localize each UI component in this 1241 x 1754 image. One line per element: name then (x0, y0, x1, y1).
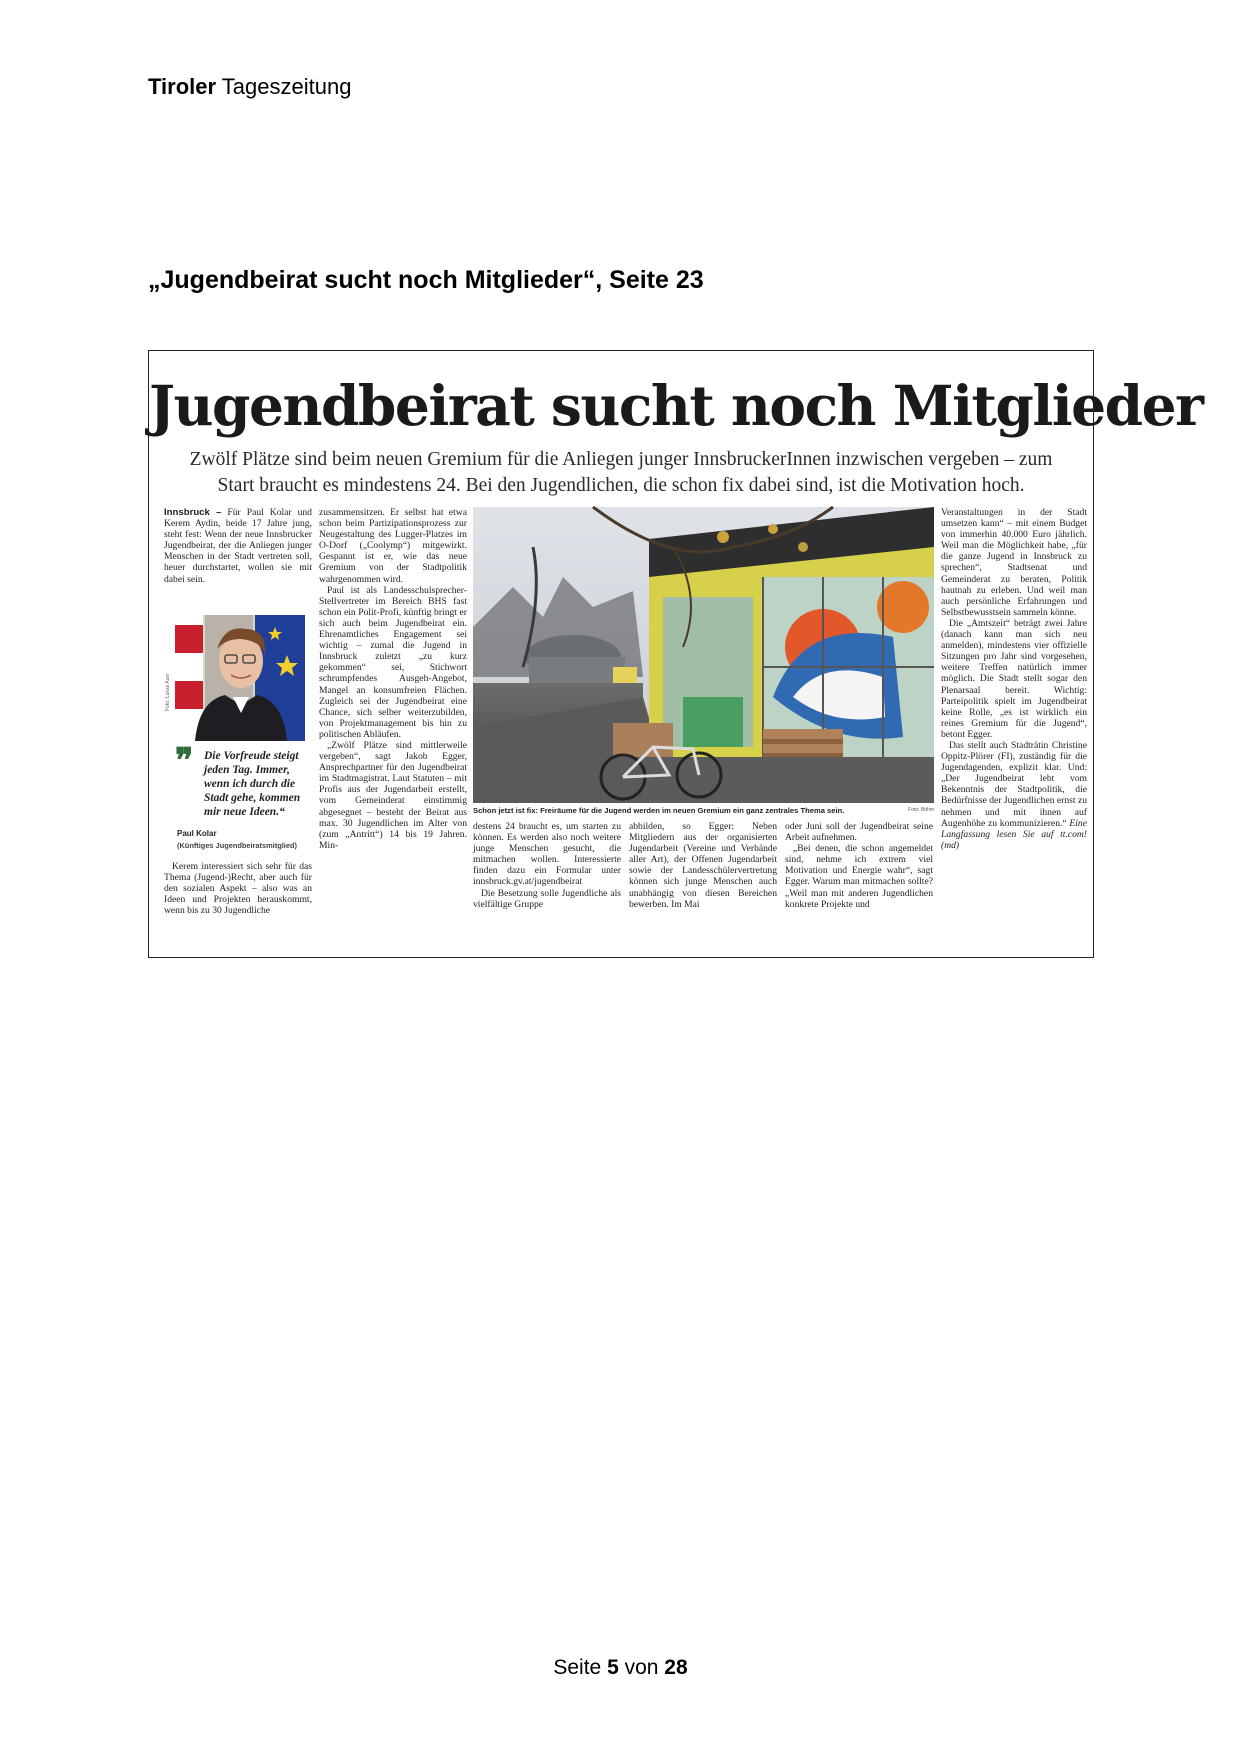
col2-paragraph-2: Paul ist als Landesschulsprecher-Stellvertreter im Bereich BHS fast schon ein Polit-Profi, künftig bringt er sich auch beim Jugendbeirat ein. Ehrenamtliches Engagement sei wichtig – zumal die Jugend in Innsbruck zuletzt „zu kurz gekommen“ sei, Stichwort schrumpfendes Ausgeh-Angebot, Mangel an konsumfreien Flächen. Zugleich sei der Jugendbeirat eine Chance, sich selber weiterzubilden, von Projektmanagement bis hin zu politischen Abläufen. (319, 584, 467, 740)
col3-paragraph-2: Die Besetzung solle Jugendliche als vielfältige Gruppe (473, 887, 621, 910)
quote-icon: ❞ (175, 741, 194, 781)
col5-paragraph-2: „Bei denen, die schon angemeldet sind, nehme ich extrem viel Motivation und Energie wahr“, sagt Egger. Warum man mitmachen sollte? „Weil man mit anderen Jugendlichen konkrete Projekte und (785, 843, 933, 910)
page-current: 5 (607, 1656, 619, 1679)
portrait-image (175, 615, 305, 741)
column-2 (319, 507, 467, 953)
street-photo-image (473, 507, 934, 803)
column-1-bottom (164, 861, 312, 951)
photo-credit: Foto: Böhm (908, 807, 934, 813)
col2-paragraph-3: „Zwölf Plätze sind mittlerweile vergeben“, sagt Jakob Egger, Ansprechpartner für den Jugendbeirat im Stadtmagistrat. Laut Statuten – mit Profis aus der Jugendarbeit erstellt, vom Gemeinderat einstimmig abgesegnet – besteht der Beirat aus max. 30 Jugendlichen im Alter von (zum „Antritt“) 14 bis 19 Jahren. Min- (319, 739, 467, 851)
col4-paragraph-1: abbilden, so Egger: Neben Mitgliedern aus der organisierten Jugendarbeit (Vereine und Verbände aller Art), der Offenen Jugendarbeit sowie der Landesschülervertretung können sich junge Menschen auch unabhängig von diesen Bereichen bewerben. Im Mai (629, 821, 777, 910)
article-subheadline: Zwölf Plätze sind beim neuen Gremium für die Anliegen junger InnsbruckerInnen inzwischen vergeben – zum Start braucht es mindestens 24. Bei den Jugendlichen, die schon fix dabei sind, ist die Motivation hoch. (189, 449, 1053, 496)
column-1-intro (164, 507, 312, 611)
intro-text: Für Paul Kolar und Kerem Aydin, beide 17 Jahre jung, steht fest: Wenn der neue Innsbrucker Jugendbeirat, der die Anliegen junger Menschen in der Stadt vertreten soll, heuer durchstartet, wollen sie mit dabei sein. (164, 507, 312, 585)
photo-caption-text: Schon jetzt ist fix: Freiräume für die Jugend werden im neuen Gremium ein ganz zentrales Thema sein. (473, 806, 845, 815)
page-number (0, 1656, 1241, 1680)
col6-paragraph-2: Die „Amtszeit“ beträgt zwei Jahre (danach kann man sich neu anmelden), mindestens vier offizielle Sitzungen pro Jahr sind vorgesehen, weitere Treffen natürlich immer möglich. Die Stadt stellt sogar den Plenarsaal bereit. Wichtig: Parteipolitik spielt im Jugendbeirat keine Rolle, „es ist wirklich ein reines Gremium für die Jugend“, betont Egger. (941, 617, 1087, 740)
col6-ending: Eine Langfassung lesen Sie auf tt.com! (md) (941, 817, 1087, 851)
page-middle: von (624, 1656, 659, 1679)
col6-paragraph-3: Das stellt auch Stadträtin Christine Oppitz-Plörer (FI), zuständig für die Jugendagenden, explizit klar. Und: „Der Jugendbeirat lebt vom Bekenntnis der Stadtpolitik, die Bedürfnisse der Jugendlichen ernst zu nehmen und mit ihnen auf Augenhöhe zu kommunizieren.“ (941, 739, 1087, 829)
dateline: Innsbruck – (164, 507, 222, 518)
quote-author-role: (Künftiges Jugendbeiratsmitglied) (177, 841, 297, 850)
article-headline: Jugendbeirat sucht noch Mitglieder (149, 373, 1203, 438)
quote-author: Paul Kolar (177, 829, 217, 838)
col6-paragraph-1: Veranstaltungen in der Stadt umsetzen kann“ – mit einem Budget von immerhin 40.000 Euro jährlich. Weil man die Möglichkeit habe, „für die ganze Jugend in Innsbruck zu sprechen“, Stadtsenat und Gemeinderat zu beraten, Politik hautnah zu erleben. Und weil man auch persönliche Erfahrungen und Selbstbewusstsein sammeln könne. (941, 507, 1087, 618)
portrait-credit: Foto: Lukas Auer (165, 673, 171, 711)
photo-caption (473, 806, 934, 815)
col1-bottom-text: Kerem interessiert sich sehr für das Thema (Jugend-)Recht, aber auch für den sozialen Aspekt – also was an Ideen und Projekten herauskommt, wenn bis zu 30 Jugendliche (164, 861, 312, 917)
page-total: 28 (664, 1656, 688, 1679)
publication-name (148, 74, 351, 100)
page-prefix: Seite (553, 1656, 602, 1679)
article-reference-title: „Jugendbeirat sucht noch Mitglieder“, Seite 23 (148, 266, 704, 294)
publication-name-rest: Tageszeitung (221, 74, 352, 99)
column-6 (941, 507, 1087, 953)
portrait-photo (175, 615, 305, 741)
street-photo (473, 507, 934, 803)
publication-name-bold: Tiroler (148, 74, 217, 99)
col5-paragraph-1: oder Juni soll der Jugendbeirat seine Arbeit aufnehmen. (785, 821, 933, 844)
newspaper-clipping (148, 350, 1203, 958)
column-5 (785, 821, 933, 953)
column-3 (473, 821, 621, 953)
column-4 (629, 821, 777, 953)
col2-paragraph-1: zusammensitzen. Er selbst hat etwa schon beim Partizipationsprozess zur Neugestaltung des Lugger-Platzes im O-Dorf („Coolymp“) mitgewirkt. Gespannt ist er, wie das neue Gremium von der Stadtpolitik wahrgenommen wird. (319, 507, 467, 585)
pull-quote: Die Vorfreude steigt jeden Tag. Immer, wenn ich durch die Stadt gehe, kommen mir neue Ideen.“ (204, 750, 301, 818)
col3-paragraph-1: destens 24 braucht es, um starten zu können. Es werden also noch weitere junge Menschen gesucht, die mitmachen wollen. Interessierte finden dazu ein Formular unter innsbruck.gv.at/jugendbeirat (473, 821, 621, 888)
